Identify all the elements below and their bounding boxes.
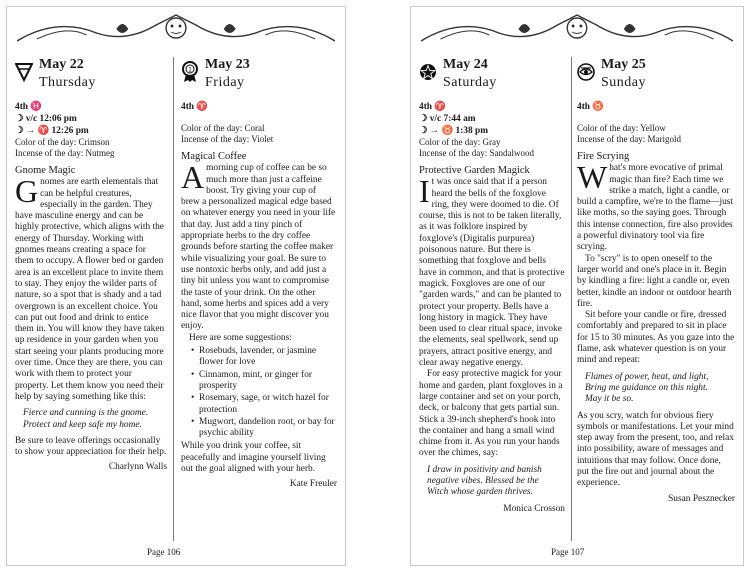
chant-line: Fierce and cunning is the gnome. [23,408,149,419]
article-paragraph: Sit before your candle or fire, dressed comfortably and prepared to sit in place for 15 to 30 minutes. As you gaze into the flame, ask whatever question is on your mind and repeat: [577,310,735,366]
drop-cap: A [181,159,205,196]
pentacle-icon [419,61,437,83]
page-number: Page 107 [551,547,585,557]
chant [585,372,735,406]
entry-weekday: Saturday [443,75,497,90]
list-item: • Rosemary, sage, or witch hazel for protection [191,393,337,416]
triangle-icon [15,61,33,83]
article-title: Gnome Magic [15,165,76,176]
article-title: Fire Scrying [577,151,630,162]
chant-line: May it be so. [585,394,634,405]
entry-may-25 [577,59,735,539]
list-item: • Cinnamon, mint, or ginger for prosperity [191,370,337,393]
entry-date: May 22 [39,59,84,72]
entry-date: May 24 [443,59,488,72]
moon-sign: 4th ♈ [419,102,447,112]
entry-weekday: Thursday [39,75,96,90]
article-paragraph: To "scry" is to open oneself to the larger world and one's place in it. Begin by kindling a fire: light a candle or, even better, kindle an indoor or outdoor hearth fire. [577,253,732,309]
chant-line: I draw in positivity and banish [427,464,542,475]
chant [23,408,167,431]
incense-of-day: Incense of the day: Nutmeg [15,148,115,158]
article-paragraph: morning cup of coffee can be so much more than just a caffeine boost. Try giving your cup of brew a personalized magical edge based on whatever energy you need in your life that day. Just add a tiny pinch of appropriate herbs to the dry coffee grounds before starting the coffee maker while visualizing your goal. Be sure to use nontoxic herbs only, and add just a tiny bit unless you want to compromise the taste of your drink. On the other hand, some herbs and spices add a very nice flavor that you might discover you enjoy. [181,163,336,332]
article-paragraph: As you scry, watch for obvious fiery symbols or manifestations. Let your mind step away from the present, too, and relax into possibility, aware of messages and intuitions that may follow. Once done, put the fire out and journal about the experience. [577,410,734,489]
author-name: Susan Pesznecker [668,493,735,504]
chant-line: negative vibes. Blessed be the [427,476,539,487]
author-name: Monica Crosson [503,503,565,514]
list-item: • Mugwort, dandelion root, or bay for psychic ability [191,417,337,440]
eye-of-ra-icon [577,61,595,83]
article-paragraph: For easy protective magick for your home and garden, plant foxgloves in a large container and set on your porch, deck, or balcony that gets partial sun. Stick a 39-inch shepherd's hook into the container and hang a small wind chime from it. As you run your hands over the chimes, say: [419,369,563,459]
article-paragraph: Be sure to leave offerings occasionally to show your appreciation for their help. [15,435,167,458]
chant-line: Bring me guidance on this night. [585,382,708,393]
drop-cap: W [577,159,608,196]
article-title: Protective Garden Magick [419,165,530,176]
moon-sign: 4th ♉ [577,102,605,112]
chant-line: Witch whose garden thrives. [427,487,533,498]
author-name: Charlynn Walls [108,462,167,473]
entry-weekday: Sunday [601,75,646,90]
author-name: Kate Freuler [289,479,337,490]
award-medal-icon [181,61,199,83]
svg-text:1: 1 [188,66,192,74]
entry-date: May 25 [601,59,646,72]
chant-line: Flames of power, heat, and light, [585,371,709,382]
article-title: Magical Coffee [181,151,247,162]
article-paragraph: nomes are earth elementals that can be helpful creatures, especially in the garden. They have masculine energy and can be highly protective, which aligns with the energy of Thursday. Working with gnomes means creating a space for them to occupy. A flower bed or garden area is an excellent place to invite them to stay. They enjoy the wilder parts of nature, so a spot that is shady and a tad overgrown is an excellent choice. You can put out food and drink to entice them in. You will know they have taken up residence in your garden when you start seeing your plants producing more over time. Once they are there, you can work with them to protect your property. Let them know you need their help by saying something like this: [15,177,165,402]
color-of-day: Color of the day: Crimson [15,137,110,147]
header-ornament [421,11,733,45]
right-page [410,6,744,566]
article-paragraph: While you drink your coffee, sit peacefully and imagine yourself living out the goal aligned with your herb. [181,441,326,475]
article-paragraph: Here are some suggestions: [189,332,292,343]
moon-enters: ☽ → ♉ 1:38 pm [419,126,489,136]
moon-void: ☽ v/c 7:44 am [419,114,476,124]
left-page [6,6,346,566]
article-paragraph: hat's more evocative of primal magic than fire? Each time we strike a match, light a candle, or build a campfire, we're to the flame—just like moths, so the saying goes. Through this intense connection, fire also provides a powerful divinatory tool via fire scrying. [577,163,734,253]
chant-line: Protect and keep safe my home. [23,419,142,430]
moon-sign: 4th ♈ [181,102,209,112]
entry-weekday: Friday [205,75,245,90]
color-of-day: Color of the day: Coral [181,123,265,133]
article-paragraph: t was once said that if a person heard the bells of the foxglove ring, they were doomed to die. Of course, this is not to be taken literally, as it was folklore inspired by foxglove's (Digitalis purpurea) poisonous nature. But there is something that foxglove and bells have in common, and that is protective magick. Foxgloves are one of our "garden wards," and can be planted to protect your property. Bells have a long history in magick. They have been used to clear ritual space, invoke the elements, seal spellwork, send up prayers, attract positive energy, and clear away negative energy. [419,177,565,369]
suggestion-list [181,346,337,439]
color-of-day: Color of the day: Gray [419,137,501,147]
page-number: Page 106 [147,547,181,557]
header-ornament [17,11,335,45]
moon-void: ☽ v/c 12:06 pm [15,114,77,124]
incense-of-day: Incense of the day: Sandalwood [419,148,534,158]
entry-date: May 23 [205,59,250,72]
entry-may-23 [181,59,337,539]
chant [427,465,565,499]
moon-enters: ☽ → ♈ 12:26 pm [15,126,89,136]
incense-of-day: Incense of the day: Marigold [577,134,681,144]
moon-sign: 4th ♓ [15,102,43,112]
entry-may-22 [15,59,167,539]
drop-cap: I [419,173,430,210]
drop-cap: G [15,173,39,210]
list-item: • Rosebuds, lavender, or jasmine flower for love [191,346,337,369]
incense-of-day: Incense of the day: Violet [181,134,274,144]
entry-may-24 [419,59,565,539]
color-of-day: Color of the day: Yellow [577,123,666,133]
